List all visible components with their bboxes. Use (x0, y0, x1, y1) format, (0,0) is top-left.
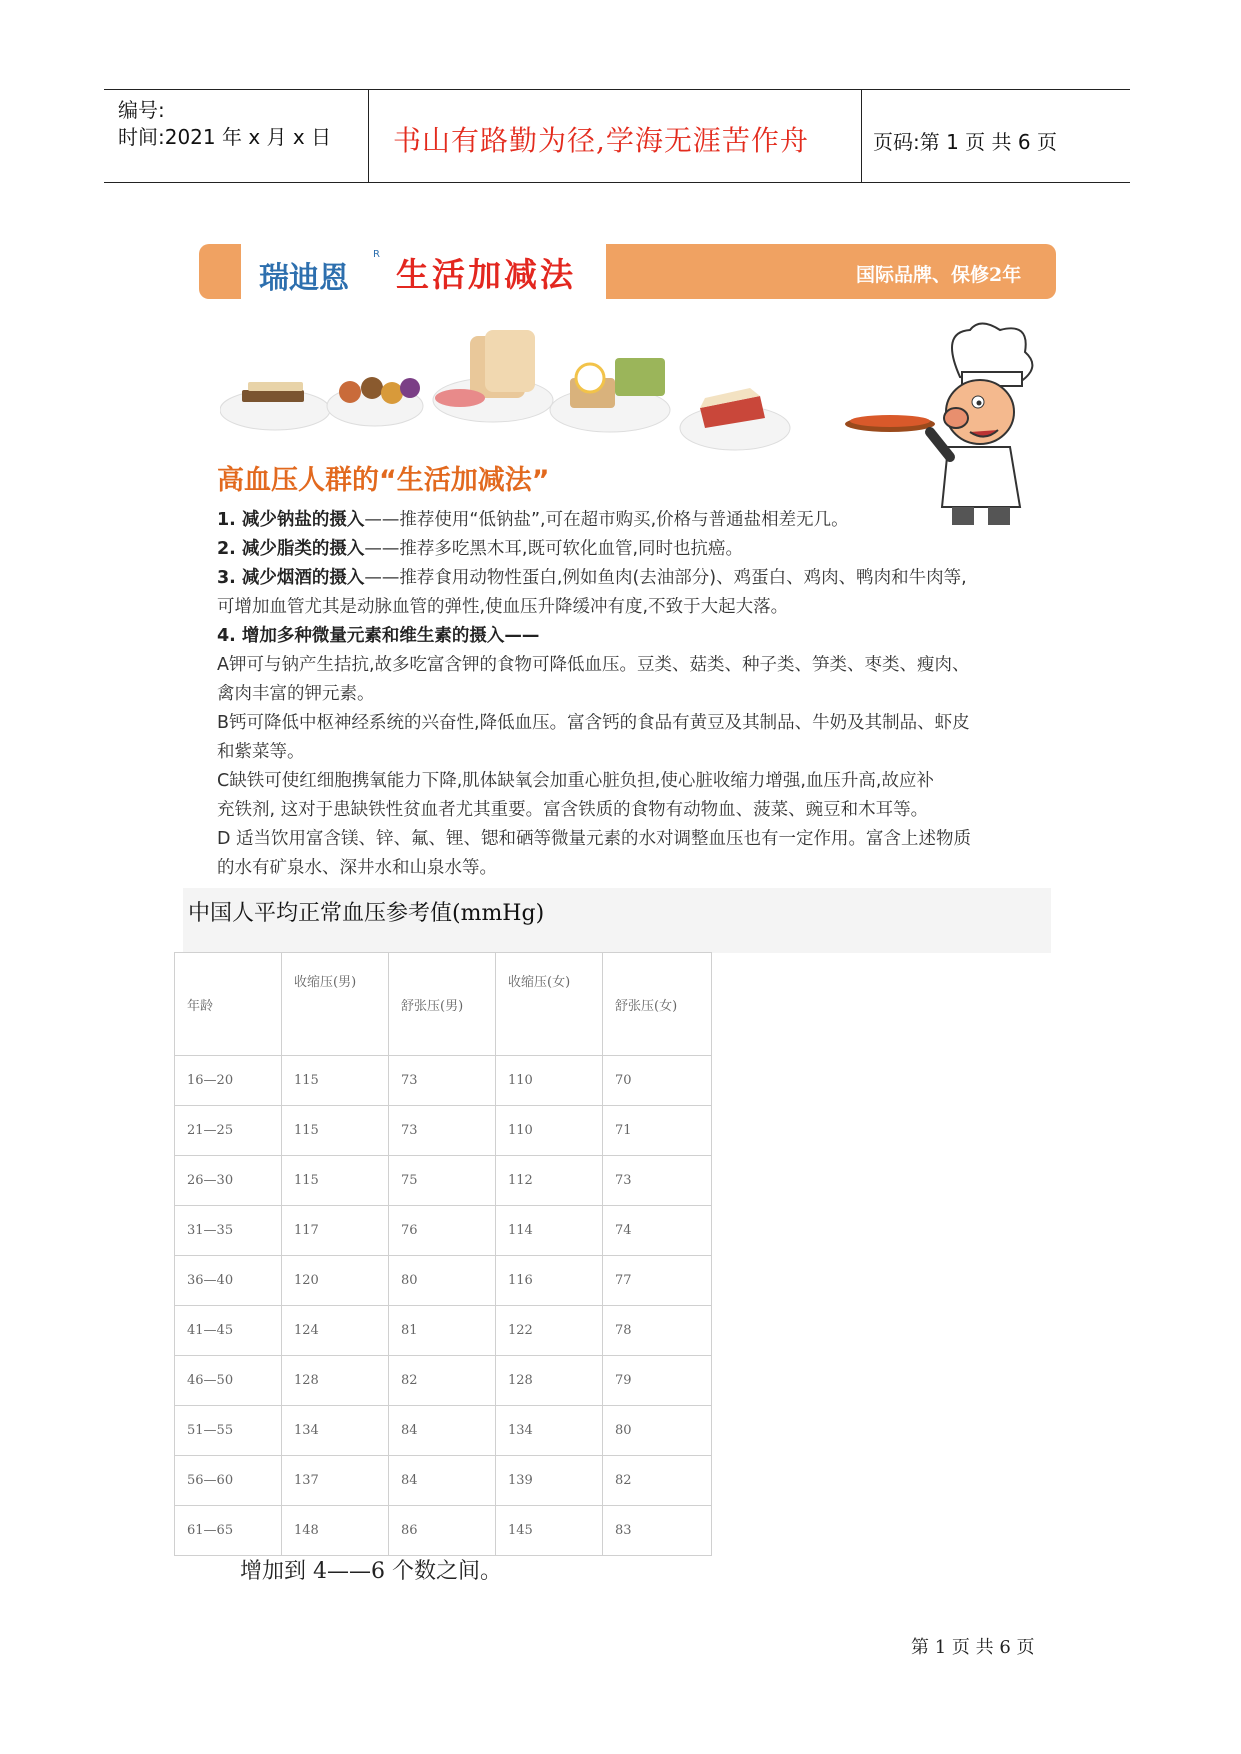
table-cell: 80 (389, 1256, 496, 1306)
table-cell: 134 (282, 1406, 389, 1456)
table-cell: 122 (496, 1306, 603, 1356)
chef-illustration (830, 322, 1055, 532)
table-cell: 120 (282, 1256, 389, 1306)
table-header-cell: 舒张压(男) (389, 953, 496, 1056)
table-cell: 77 (603, 1256, 712, 1306)
table-cell: 26—30 (175, 1156, 282, 1206)
article-line: 可增加血管尤其是动脉血管的弹性,使血压升降缓冲有度,不致于大起大落。 (217, 597, 789, 617)
table-cell: 36—40 (175, 1256, 282, 1306)
table-cell: 70 (603, 1056, 712, 1106)
table-cell: 41—45 (175, 1306, 282, 1356)
article-line: A钾可与钠产生拮抗,故多吃富含钾的食物可降低血压。豆类、菇类、种子类、笋类、枣类、瘦肉、 (217, 655, 970, 675)
table-cell: 71 (603, 1106, 712, 1156)
table-cell: 148 (282, 1506, 389, 1556)
table-cell: 110 (496, 1056, 603, 1106)
table-row (175, 1256, 712, 1306)
table-cell: 75 (389, 1156, 496, 1206)
table-cell: 78 (603, 1306, 712, 1356)
table-cell: 84 (389, 1406, 496, 1456)
table-row (175, 1206, 712, 1256)
header-number-label: 编号: (118, 98, 165, 122)
table-cell: 81 (389, 1306, 496, 1356)
article-line: 2. 减少脂类的摄入——推荐多吃黑木耳,既可软化血管,同时也抗癌。 (217, 539, 744, 559)
table-cell: 74 (603, 1206, 712, 1256)
article-line: 1. 减少钠盐的摄入——推荐使用“低钠盐”,可在超市购买,价格与普通盐相差无几。 (217, 510, 849, 530)
table-cell: 145 (496, 1506, 603, 1556)
table-cell: 56—60 (175, 1456, 282, 1506)
table-cell: 116 (496, 1256, 603, 1306)
table-cell: 128 (282, 1356, 389, 1406)
table-header-cell: 收缩压(女) (496, 953, 603, 1056)
table-row (175, 1106, 712, 1156)
table-cell: 46—50 (175, 1356, 282, 1406)
table-cell: 76 (389, 1206, 496, 1256)
article-title: 高血压人群的“生活加减法” (217, 465, 550, 496)
table-cell: 83 (603, 1506, 712, 1556)
article-line: 3. 减少烟酒的摄入——推荐食用动物性蛋白,例如鱼肉(去油部分)、鸡蛋白、鸡肉、鸭肉和牛肉等, (217, 568, 967, 588)
header-time-label: 时间:2021 年 x 月 x 日 (118, 125, 332, 149)
banner-brand: 瑞迪恩 (259, 261, 349, 296)
table-cell: 51—55 (175, 1406, 282, 1456)
table-cell: 137 (282, 1456, 389, 1506)
table-cell: 73 (389, 1056, 496, 1106)
article-line: D 适当饮用富含镁、锌、氟、锂、锶和硒等微量元素的水对调整血压也有一定作用。富含上述物质 (217, 829, 972, 849)
table-row (175, 1406, 712, 1456)
table-cell: 61—65 (175, 1506, 282, 1556)
page-footer: 第 1 页 共 6 页 (911, 1637, 1035, 1658)
table-header-cell: 舒张压(女) (603, 953, 712, 1056)
table-row (175, 1156, 712, 1206)
table-cell: 110 (496, 1106, 603, 1156)
banner-right-text: 国际品牌、保修2年 (856, 264, 1022, 286)
article-line: 4. 增加多种微量元素和维生素的摄入—— (217, 626, 540, 646)
table-cell: 73 (389, 1106, 496, 1156)
header-bottom-rule (104, 182, 1130, 183)
table-cell: 73 (603, 1156, 712, 1206)
blood-pressure-table (174, 952, 712, 1556)
article-line: 的水有矿泉水、深井水和山泉水等。 (217, 858, 497, 878)
header-divider-left (368, 89, 369, 182)
tail-text: 增加到 4——6 个数之间。 (240, 1559, 502, 1584)
article-line: 和紫菜等。 (217, 742, 305, 762)
table-row (175, 1356, 712, 1406)
table-cell: 21—25 (175, 1106, 282, 1156)
banner-brand-mark: R (373, 249, 380, 260)
table-header-row (175, 953, 712, 1056)
table-cell: 86 (389, 1506, 496, 1556)
article-line: 禽肉丰富的钾元素。 (217, 684, 375, 704)
table-header-cell: 收缩压(男) (282, 953, 389, 1056)
table-row (175, 1456, 712, 1506)
table-cell: 115 (282, 1106, 389, 1156)
table-cell: 139 (496, 1456, 603, 1506)
header-divider-right (861, 89, 862, 182)
table-cell: 31—35 (175, 1206, 282, 1256)
banner-slogan: 生活加减法 (396, 255, 576, 294)
table-cell: 115 (282, 1056, 389, 1106)
table-cell: 114 (496, 1206, 603, 1256)
article-line: 充铁剂, 这对于患缺铁性贫血者尤其重要。富含铁质的食物有动物血、菠菜、豌豆和木耳等。 (217, 800, 929, 820)
table-cell: 84 (389, 1456, 496, 1506)
article-line: B钙可降低中枢神经系统的兴奋性,降低血压。富含钙的食品有黄豆及其制品、牛奶及其制品、虾皮 (217, 713, 970, 733)
header-motto: 书山有路勤为径,学海无涯苦作舟 (393, 124, 809, 157)
reference-title: 中国人平均正常血压参考值(mmHg) (188, 901, 545, 926)
table-cell: 124 (282, 1306, 389, 1356)
table-cell: 115 (282, 1156, 389, 1206)
article-line: C缺铁可使红细胞携氧能力下降,肌体缺氧会加重心脏负担,使心脏收缩力增强,血压升高,故应补 (217, 771, 934, 791)
table-cell: 82 (603, 1456, 712, 1506)
table-cell: 134 (496, 1406, 603, 1456)
table-row (175, 1306, 712, 1356)
food-plates-illustration (220, 318, 800, 463)
table-row (175, 1056, 712, 1106)
table-cell: 79 (603, 1356, 712, 1406)
table-cell: 128 (496, 1356, 603, 1406)
table-cell: 117 (282, 1206, 389, 1256)
article-body (217, 506, 971, 883)
table-cell: 112 (496, 1156, 603, 1206)
table-cell: 82 (389, 1356, 496, 1406)
table-cell: 16—20 (175, 1056, 282, 1106)
header-top-rule (104, 89, 1130, 90)
table-header-cell: 年龄 (175, 953, 282, 1056)
table-cell: 80 (603, 1406, 712, 1456)
header-page-label: 页码:第 1 页 共 6 页 (873, 130, 1057, 154)
table-row (175, 1506, 712, 1556)
